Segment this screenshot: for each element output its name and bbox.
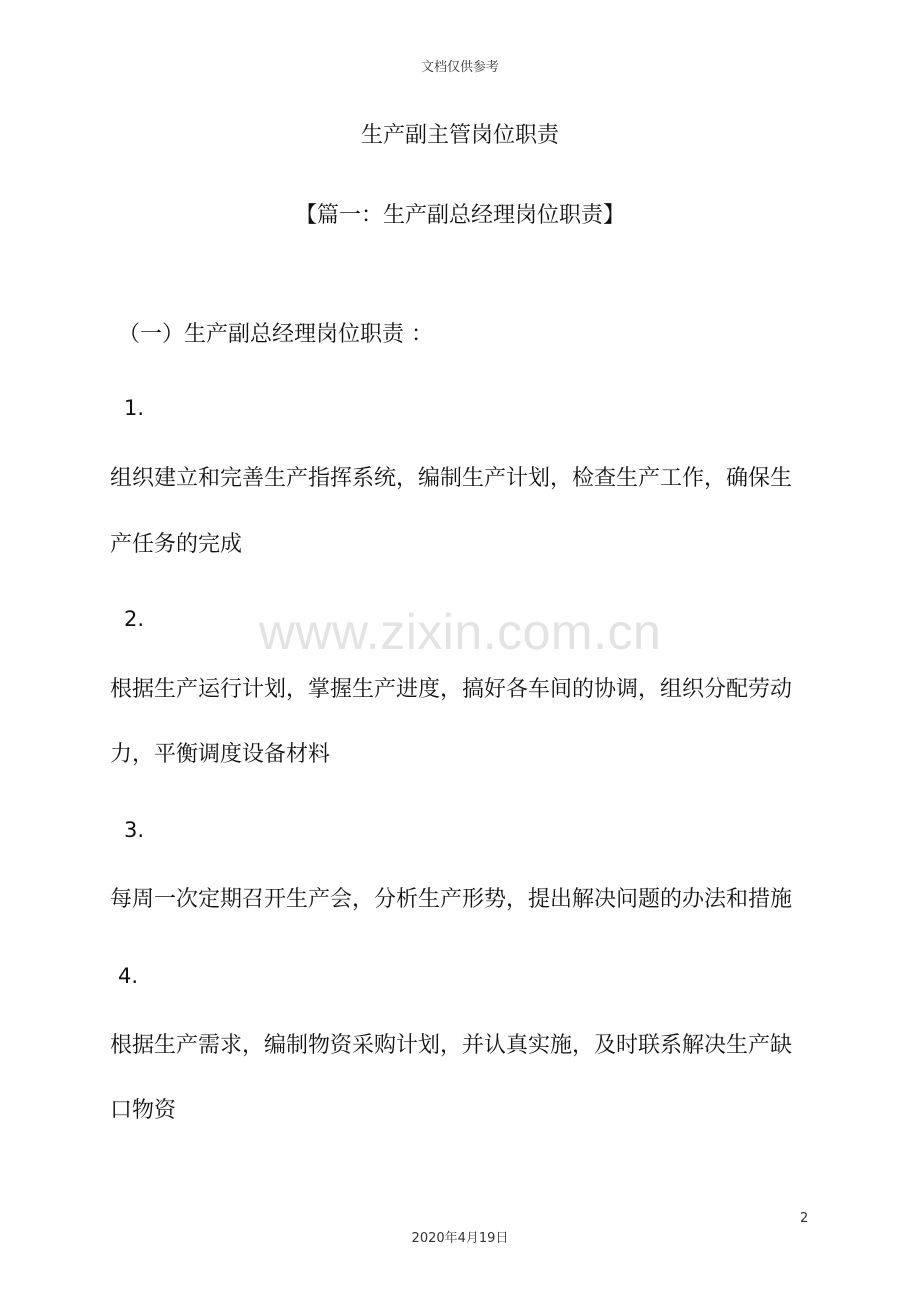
item-3-line-1: 每周一次定期召开生产会，分析生产形势，提出解决问题的办法和措施 — [110, 887, 793, 912]
page-number: 2 — [800, 1211, 809, 1226]
item-number-1: 1. — [124, 396, 145, 420]
watermark: www.zixin.com.cn — [258, 604, 662, 660]
item-2-line-1: 根据生产运行计划，掌握生产进度，搞好各车间的协调，组织分配劳动 — [110, 677, 793, 702]
document-title: 生产副主管岗位职责 — [360, 123, 559, 148]
item-1-line-2: 产任务的完成 — [110, 532, 243, 557]
item-4-line-1: 根据生产需求，编制物资采购计划，并认真实施，及时联系解决生产缺 — [110, 1033, 793, 1058]
item-1-line-1: 组织建立和完善生产指挥系统，编制生产计划，检查生产工作，确保生 — [110, 466, 793, 491]
item-number-2: 2. — [124, 607, 145, 631]
item-number-4: 4. — [118, 964, 139, 988]
section-title: 【篇一：生产副总经理岗位职责】 — [294, 203, 625, 228]
item-number-3: 3. — [124, 818, 145, 842]
item-2-line-2: 力，平衡调度设备材料 — [110, 742, 331, 767]
footer-date: 2020年4月19日 — [411, 1231, 509, 1246]
subheading: （一）生产副总经理岗位职责 ： — [118, 322, 433, 347]
header-note: 文档仅供参考 — [420, 60, 499, 75]
item-4-line-2: 口物资 — [110, 1098, 177, 1123]
